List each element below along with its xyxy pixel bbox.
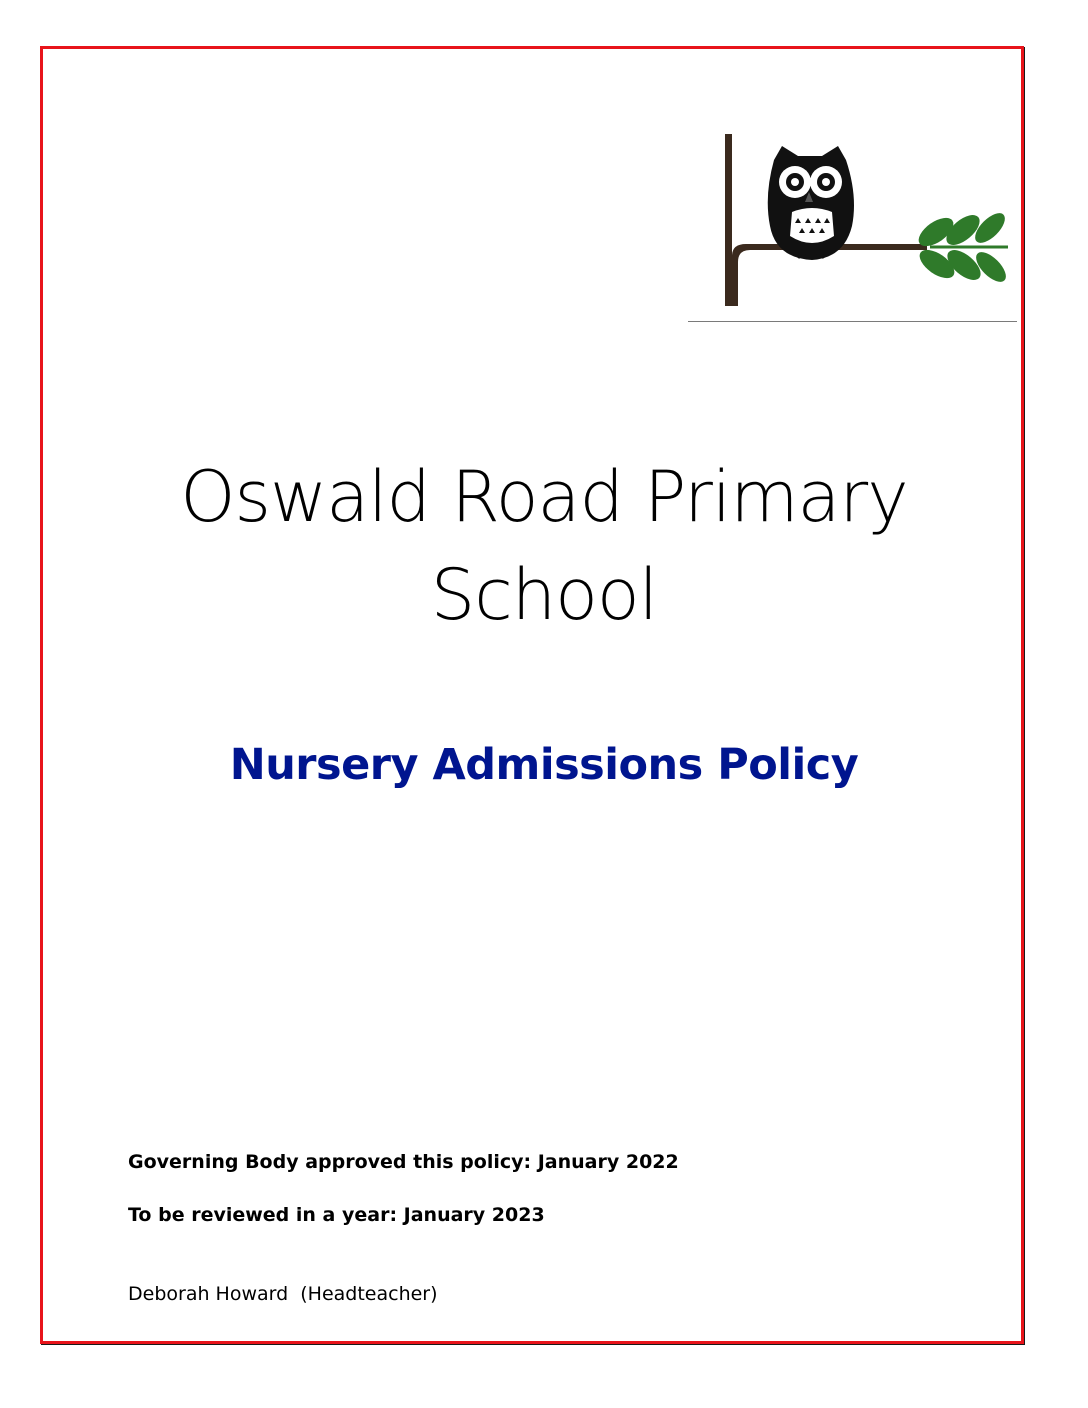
headteacher-signature: Deborah Howard (Headteacher) xyxy=(128,1283,438,1305)
owl-on-branch-icon xyxy=(712,126,1017,312)
logo-divider xyxy=(688,321,1017,322)
school-name: Oswald Road Primary School xyxy=(180,456,908,636)
approval-date: Governing Body approved this policy: January 2022 xyxy=(128,1151,679,1173)
policy-title: Nursery Admissions Policy xyxy=(229,740,859,790)
review-date: To be reviewed in a year: January 2023 xyxy=(128,1204,545,1226)
